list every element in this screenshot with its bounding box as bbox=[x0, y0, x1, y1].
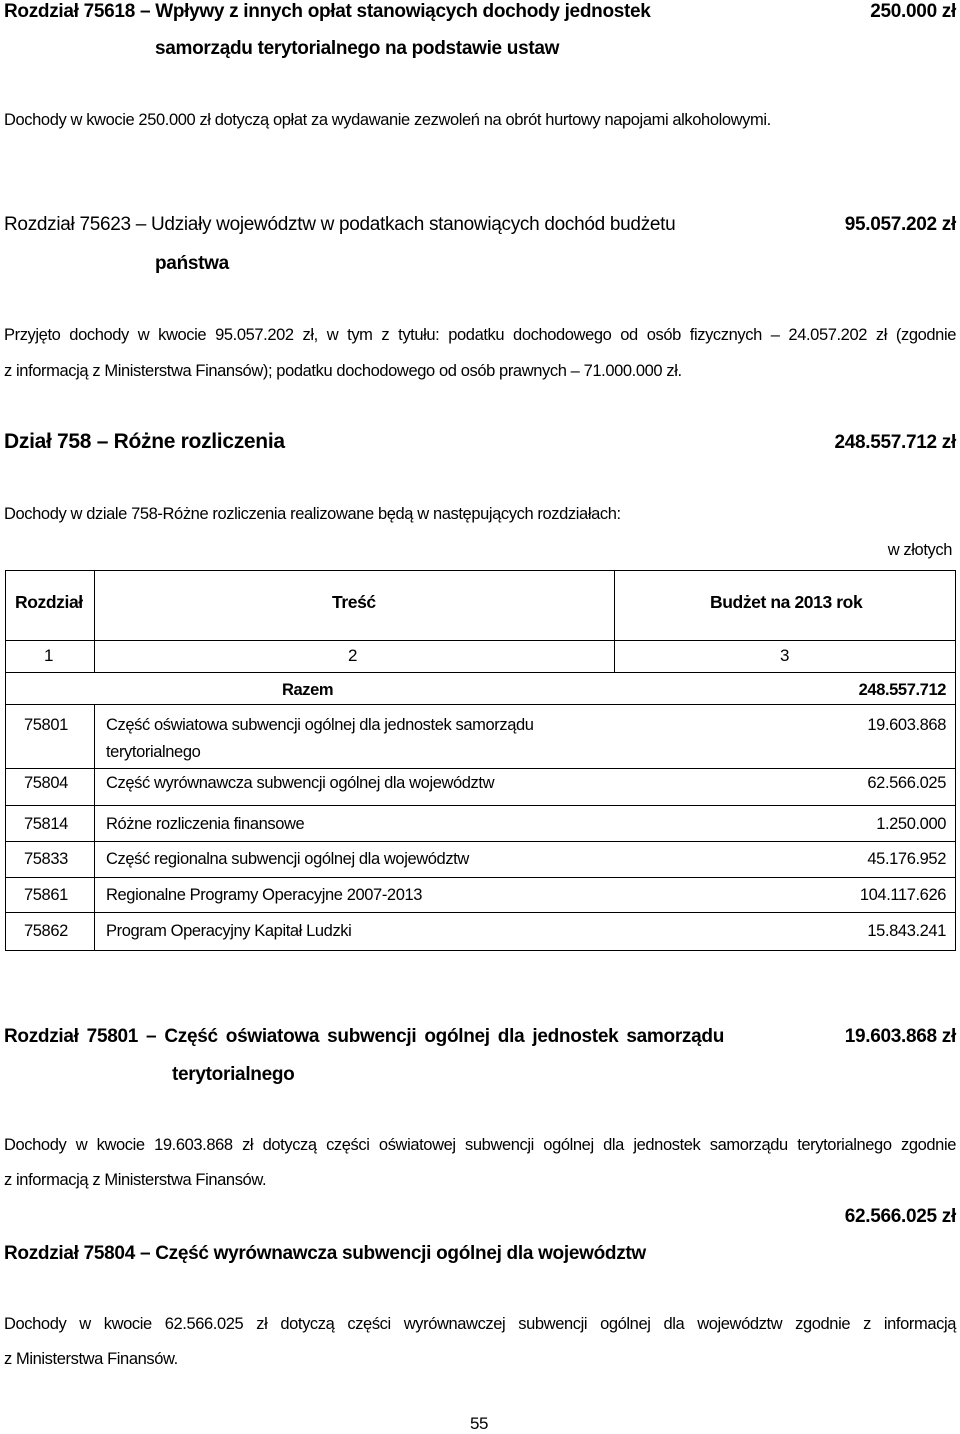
section-75618-body: Dochody w kwocie 250.000 zł dotyczą opłat za wydawanie zezwoleń na obrót hurtowy napojami alkoholowymi. bbox=[4, 111, 771, 129]
table-total-label: Razem bbox=[282, 681, 334, 699]
table-header-tresc: Treść bbox=[332, 592, 376, 612]
table-cell-code: 75804 bbox=[24, 774, 68, 792]
section-75623-amount: 95.057.202 zł bbox=[844, 214, 956, 235]
table-cell-desc: Część regionalna subwencji ogólnej dla województw bbox=[106, 850, 469, 868]
table-cell-code: 75833 bbox=[24, 850, 68, 868]
table-border-right bbox=[955, 570, 956, 951]
table-header-budzet: Budżet na 2013 rok bbox=[710, 592, 863, 612]
table-colnum-3: 3 bbox=[780, 646, 790, 665]
table-col-sep bbox=[94, 704, 95, 951]
table-header-rozdzial: Rozdział bbox=[15, 592, 83, 612]
dzial-758-intro: Dochody w dziale 758-Różne rozliczenia realizowane będą w następujących rozdziałach: bbox=[4, 505, 621, 523]
section-75804-title: Rozdział 75804 – Część wyrównawcza subwencji ogólnej dla województw bbox=[4, 1243, 646, 1264]
table-cell-desc: Program Operacyjny Kapitał Ludzki bbox=[106, 922, 352, 940]
section-75618-title-line1: Rozdział 75618 – Wpływy z innych opłat stanowiących dochody jednostek bbox=[4, 1, 651, 22]
table-rule bbox=[5, 672, 956, 673]
table-cell-desc-cont: terytorialnego bbox=[106, 743, 201, 761]
table-border-top bbox=[5, 570, 956, 571]
table-cell-desc: Część wyrównawcza subwencji ogólnej dla województw bbox=[106, 774, 495, 792]
table-rule bbox=[5, 768, 956, 769]
table-rule bbox=[5, 877, 956, 878]
table-cell-desc: Regionalne Programy Operacyjne 2007-2013 bbox=[106, 886, 423, 904]
section-75801-body-line1: Dochody w kwocie 19.603.868 zł dotyczą części oświatowej subwencji ogólnej dla jednostek samorządu terytorialnego zgodnie bbox=[4, 1136, 956, 1154]
section-75801-title-line2: terytorialnego bbox=[172, 1064, 295, 1085]
section-75618-title-line2: samorządu terytorialnego na podstawie ustaw bbox=[155, 38, 560, 59]
section-75623-title-line2: państwa bbox=[155, 253, 229, 274]
table-rule bbox=[5, 841, 956, 842]
table-border-bottom bbox=[5, 950, 956, 951]
table-rule bbox=[5, 640, 956, 641]
table-cell-code: 75862 bbox=[24, 922, 68, 940]
section-75804-amount: 62.566.025 zł bbox=[844, 1206, 956, 1227]
table-rule bbox=[5, 704, 956, 705]
table-cell-value: 45.176.952 bbox=[867, 850, 946, 868]
table-cell-code: 75801 bbox=[24, 716, 68, 734]
table-col-sep bbox=[614, 570, 615, 673]
table-colnum-1: 1 bbox=[44, 646, 54, 665]
table-total-value: 248.557.712 bbox=[858, 681, 946, 699]
section-75801-title-line1: Rozdział 75801 – Część oświatowa subwencji ogólnej dla jednostek samorządu bbox=[4, 1026, 724, 1047]
table-cell-value: 1.250.000 bbox=[876, 815, 946, 833]
table-cell-value: 19.603.868 bbox=[867, 716, 946, 734]
section-75623-title-line1: Rozdział 75623 – Udziały województw w podatkach stanowiących dochód budżetu bbox=[4, 214, 676, 235]
dzial-758-amount: 248.557.712 zł bbox=[834, 432, 956, 453]
table-cell-desc: Różne rozliczenia finansowe bbox=[106, 815, 305, 833]
table-rule bbox=[5, 912, 956, 913]
table-cell-value: 15.843.241 bbox=[867, 922, 946, 940]
section-75623-body-line2: z informacją z Ministerstwa Finansów); podatku dochodowego od osób prawnych – 71.000.000 zł. bbox=[4, 362, 682, 380]
table-cell-value: 104.117.626 bbox=[859, 886, 946, 904]
table-cell-code: 75814 bbox=[24, 815, 68, 833]
section-75804-body-line1: Dochody w kwocie 62.566.025 zł dotyczą części wyrównawczej subwencji ogólnej dla województw zgodnie z informacją bbox=[4, 1315, 956, 1333]
table-cell-code: 75861 bbox=[24, 886, 68, 904]
table-colnum-2: 2 bbox=[348, 646, 358, 665]
section-75618-amount: 250.000 zł bbox=[870, 1, 956, 22]
table-rule bbox=[5, 805, 956, 806]
section-75801-body-line2: z informacją z Ministerstwa Finansów. bbox=[4, 1171, 267, 1189]
page-number: 55 bbox=[470, 1414, 489, 1433]
table-cell-desc: Część oświatowa subwencji ogólnej dla jednostek samorządu bbox=[106, 716, 534, 734]
table-border-left bbox=[5, 570, 6, 951]
section-75804-body-line2: z Ministerstwa Finansów. bbox=[4, 1350, 178, 1368]
section-75623-body-line1: Przyjęto dochody w kwocie 95.057.202 zł, w tym z tytułu: podatku dochodowego od osób fizycznych – 24.057.202 zł (zgodnie bbox=[4, 326, 956, 344]
table-col-sep bbox=[94, 570, 95, 673]
table-cell-value: 62.566.025 bbox=[867, 774, 946, 792]
dzial-758-title: Dział 758 – Różne rozliczenia bbox=[4, 430, 285, 453]
section-75801-amount: 19.603.868 zł bbox=[844, 1026, 956, 1047]
unit-note: w złotych bbox=[887, 541, 952, 559]
